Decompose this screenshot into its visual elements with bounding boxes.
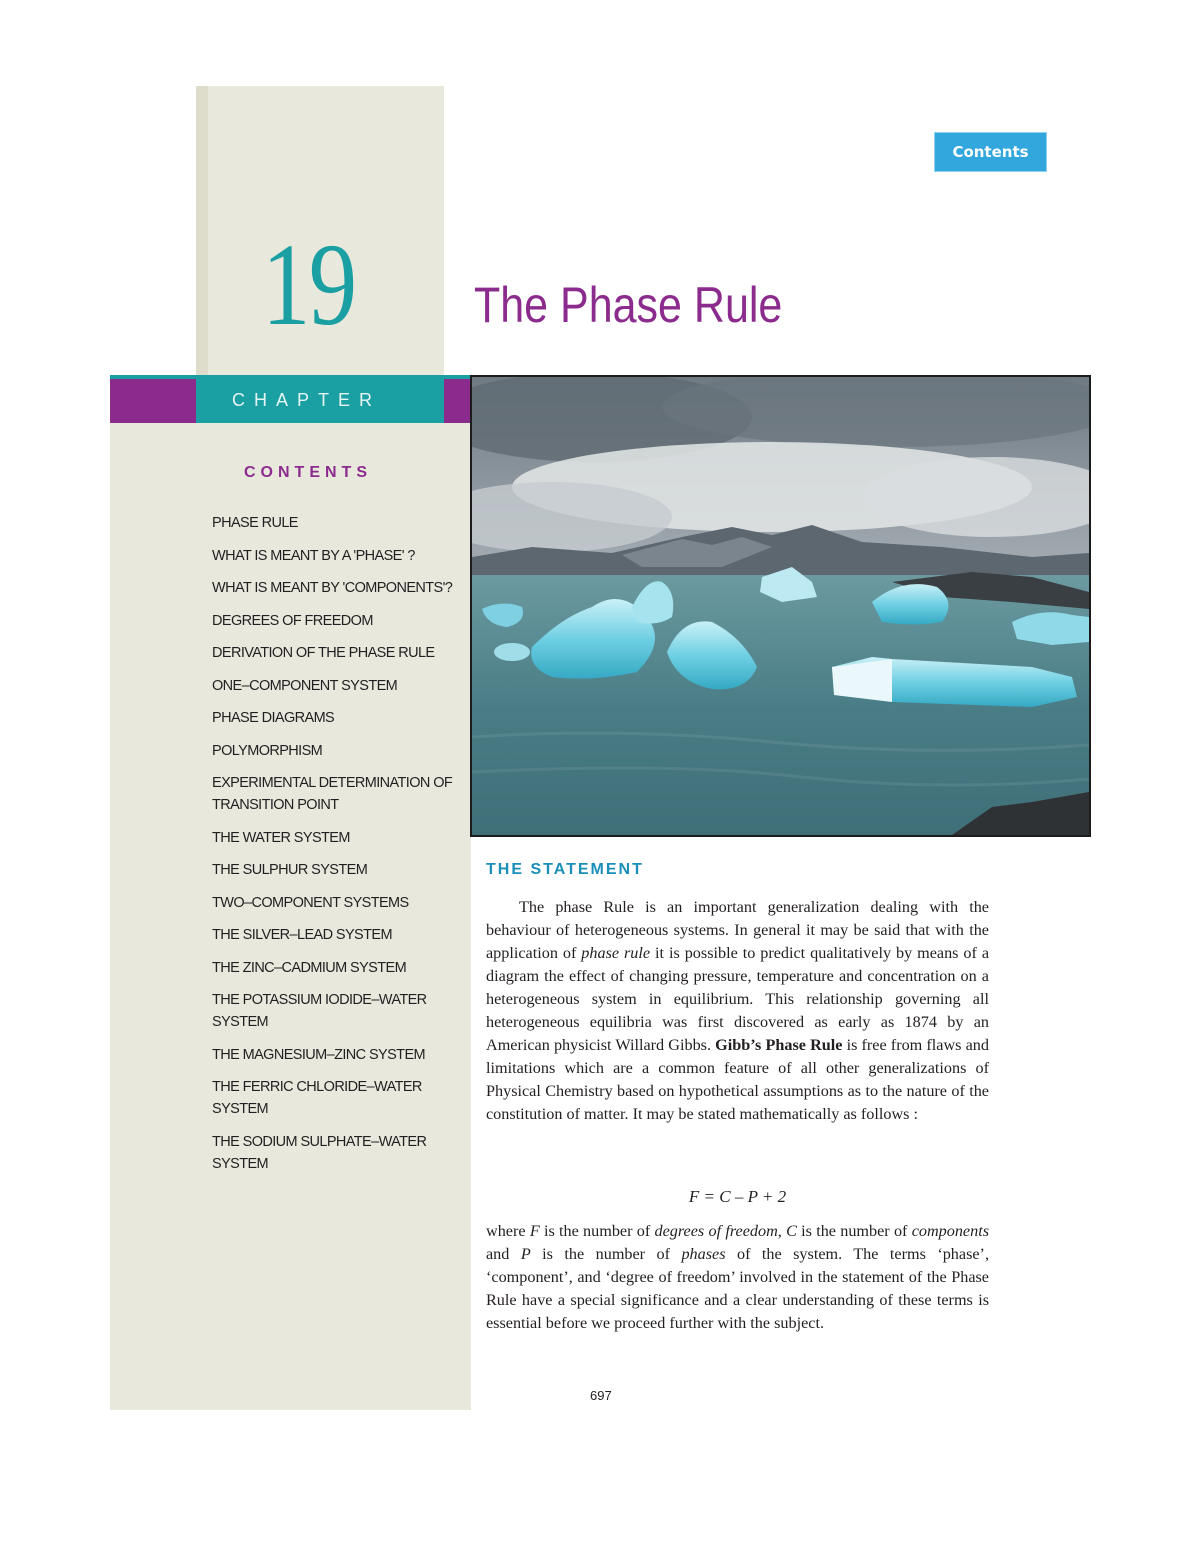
text-run: is the number of xyxy=(530,1245,682,1263)
page-number: 697 xyxy=(590,1388,612,1403)
icebergs-photo xyxy=(470,375,1091,837)
toc-item[interactable]: WHAT IS MEANT BY 'COMPONENTS'? xyxy=(212,580,453,596)
toc-item[interactable]: THE ZINC–CADMIUM SYSTEM xyxy=(212,959,407,976)
text-run: C xyxy=(786,1222,797,1240)
section-heading: THE STATEMENT xyxy=(486,861,644,878)
text-run: where xyxy=(486,1222,530,1240)
text-run: components xyxy=(911,1222,990,1240)
icebergs-lagoon-photo xyxy=(472,377,1089,835)
panel-edge xyxy=(196,86,208,378)
text-run: is the number of xyxy=(539,1222,655,1240)
toc-item[interactable]: THE POTASSIUM IODIDE–WATER SYSTEM xyxy=(212,992,427,1030)
toc-item[interactable]: WHAT IS MEANT BY A 'PHASE' ? xyxy=(212,547,415,564)
toc-item[interactable]: THE SILVER–LEAD SYSTEM xyxy=(212,927,392,943)
contents-heading: CONTENTS xyxy=(244,464,372,481)
text-run: is the number of xyxy=(796,1222,912,1240)
text-run: phases xyxy=(681,1245,726,1263)
chapter-number: 19 xyxy=(262,219,356,350)
statement-paragraph xyxy=(486,896,989,1126)
text-run: , xyxy=(777,1222,787,1240)
toc-item[interactable]: THE WATER SYSTEM xyxy=(212,829,350,846)
chapter-title: The Phase Rule xyxy=(474,277,783,333)
band-accent-right xyxy=(444,379,472,423)
chapter-label: CHAPTER xyxy=(232,390,382,410)
toc-item[interactable]: THE SULPHUR SYSTEM xyxy=(212,862,368,878)
contents-button[interactable]: Contents xyxy=(934,132,1047,172)
toc-item[interactable]: PHASE RULE xyxy=(212,515,298,531)
toc-list xyxy=(212,512,462,1185)
text-run: and xyxy=(486,1245,521,1263)
band-accent-left xyxy=(110,379,196,423)
toc-item[interactable]: POLYMORPHISM xyxy=(212,742,323,759)
toc-item[interactable]: THE MAGNESIUM–ZINC SYSTEM xyxy=(212,1046,425,1063)
toc-item[interactable]: ONE–COMPONENT SYSTEM xyxy=(212,677,398,694)
toc-item[interactable]: TWO–COMPONENT SYSTEMS xyxy=(212,894,409,911)
text-run: F xyxy=(529,1222,540,1240)
phase-rule-formula: F = C – P + 2 xyxy=(688,1187,787,1206)
text-run: degrees of freedom xyxy=(654,1222,778,1240)
toc-item[interactable]: DEGREES OF FREEDOM xyxy=(212,612,373,629)
text-run: is free from flaws and limitations which are a common feature of all other generalizations of Physical Chemistry based on hypothetical assumptions as to the nature of the constitution of matter. It may be stated mathematically as follows : xyxy=(486,1036,989,1123)
text-run: phase rule xyxy=(581,944,651,962)
toc-item[interactable]: THE FERRIC CHLORIDE–WATER SYSTEM xyxy=(212,1079,422,1117)
definitions-paragraph xyxy=(486,1220,989,1335)
toc-item[interactable]: PHASE DIAGRAMS xyxy=(212,710,335,726)
text-run: of the system. The terms ‘phase’, ‘component’, and ‘degree of freedom’ involved in the statement of the Phase Rule have a special significance and a clear understanding of these terms is essential before we proceed further with the subject. xyxy=(486,1245,989,1332)
text-run: P xyxy=(520,1245,531,1263)
text-run: The phase Rule is an important generalization dealing with the behaviour of heterogeneous systems. In general it may be said that with the application of xyxy=(486,898,989,962)
toc-item[interactable]: THE SODIUM SULPHATE–WATER SYSTEM xyxy=(212,1133,427,1172)
text-run: it is possible to predict qualitatively by means of a diagram the effect of changing pressure, temperature and concentration on a heterogeneous system in equilibrium. This relationship governing all heterogeneous equilibria was first discovered as early as 1874 by an American physicist Willard Gibbs. xyxy=(486,944,990,1054)
toc-item[interactable]: DERIVATION OF THE PHASE RULE xyxy=(212,645,435,661)
text-run: Gibb’s Phase Rule xyxy=(715,1036,843,1054)
toc-item[interactable]: EXPERIMENTAL DETERMINATION OF TRANSITION POINT xyxy=(212,775,453,813)
